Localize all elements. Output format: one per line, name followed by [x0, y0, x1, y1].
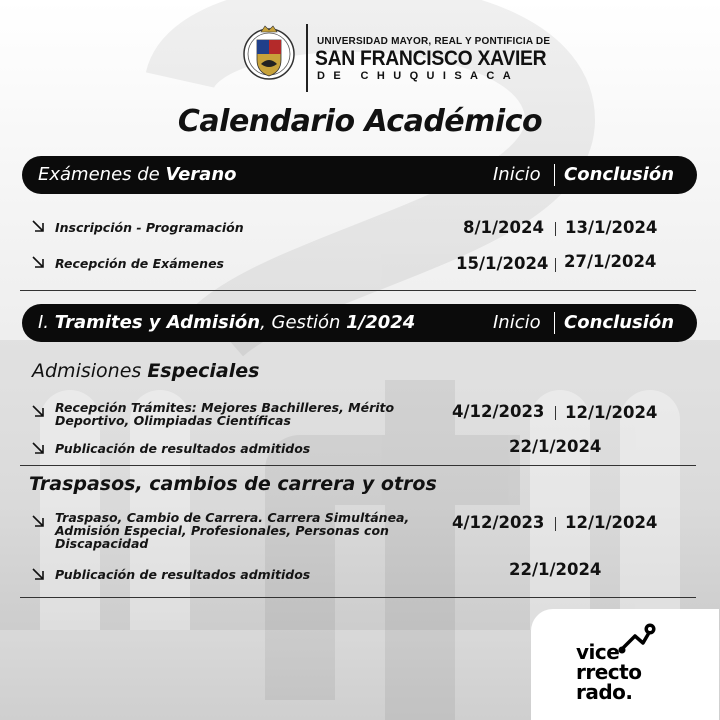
list-item — [30, 511, 430, 555]
date-separator — [555, 406, 556, 420]
divider — [20, 290, 696, 291]
date-separator — [555, 258, 556, 272]
column-start-label: Inicio — [493, 164, 541, 185]
item-label: Recepción de Exámenes — [55, 256, 224, 271]
date-separator — [555, 517, 556, 531]
start-date: 4/12/2023 — [452, 513, 545, 532]
wordmark-line1: vice — [576, 640, 620, 664]
university-name-line2: SAN FRANCISCO XAVIER — [315, 47, 547, 70]
subhead-admisiones — [32, 360, 259, 382]
page-title: Calendario Académico — [177, 104, 543, 139]
date-separator — [555, 222, 556, 236]
university-name-line3: DE CHUQUISACA — [317, 70, 520, 82]
university-crest-icon — [243, 24, 295, 86]
arrow-down-right-icon — [30, 566, 46, 582]
end-date: 12/1/2024 — [565, 513, 658, 532]
item-label: Publicación de resultados admitidos — [55, 567, 311, 582]
column-end-label: Conclusión — [564, 164, 675, 185]
section-title-bold2: 1/2024 — [346, 312, 416, 333]
section-title-verano — [38, 164, 237, 185]
column-separator — [554, 312, 555, 334]
section-title-mid: , Gestión — [260, 312, 347, 333]
subhead-light: Admisiones — [32, 360, 148, 382]
section-title-prefix: Exámenes de — [38, 164, 166, 185]
start-date: 8/1/2024 — [463, 218, 544, 237]
list-item — [30, 401, 430, 433]
list-item — [30, 440, 430, 458]
wordmark-line3: rado. — [576, 680, 633, 704]
end-date: 13/1/2024 — [565, 218, 658, 237]
arrow-down-right-icon — [30, 403, 46, 419]
item-label: Inscripción - Programación — [55, 220, 244, 235]
subhead-traspasos: Traspasos, cambios de carrera y otros — [29, 473, 437, 495]
column-separator — [554, 164, 555, 186]
section-bar-verano — [22, 156, 697, 194]
result-date: 22/1/2024 — [509, 560, 602, 579]
section-title-bold: Tramites y Admisión — [54, 312, 261, 333]
vicerrectorado-logo — [531, 609, 719, 720]
list-item — [30, 254, 450, 274]
start-date: 4/12/2023 — [452, 402, 545, 421]
end-date: 27/1/2024 — [564, 252, 657, 271]
item-label: Traspaso, Cambio de Carrera. Carrera Simultánea, Admisión Especial, Profesionales, Personas con Discapacidad — [55, 510, 410, 551]
list-item — [30, 218, 450, 238]
section-title-tramites — [38, 312, 415, 333]
result-date: 22/1/2024 — [509, 437, 602, 456]
arrow-down-right-icon — [30, 440, 46, 456]
arrow-down-right-icon — [30, 218, 46, 234]
section-title-bold: Verano — [165, 164, 237, 185]
arrow-down-right-icon — [30, 513, 46, 529]
wordmark-line2: rrecto — [576, 660, 642, 684]
subhead-bold: Especiales — [147, 360, 260, 382]
section-title-prefix: I. — [38, 312, 55, 333]
column-start-label: Inicio — [493, 312, 541, 333]
university-name-line1: UNIVERSIDAD MAYOR, REAL Y PONTIFICIA DE — [317, 36, 551, 47]
section-bar-tramites — [22, 304, 697, 342]
divider — [20, 597, 696, 598]
item-label: Publicación de resultados admitidos — [55, 441, 311, 456]
list-item — [30, 566, 430, 584]
start-date: 15/1/2024 — [456, 254, 549, 273]
column-end-label: Conclusión — [564, 312, 675, 333]
item-label: Recepción Trámites: Mejores Bachilleres, Mérito Deportivo, Olimpiadas Científicas — [55, 400, 395, 428]
header-divider — [306, 24, 308, 92]
end-date: 12/1/2024 — [565, 403, 658, 422]
arrow-down-right-icon — [30, 254, 46, 270]
vicerrectorado-wordmark — [576, 642, 641, 702]
divider — [20, 465, 696, 466]
